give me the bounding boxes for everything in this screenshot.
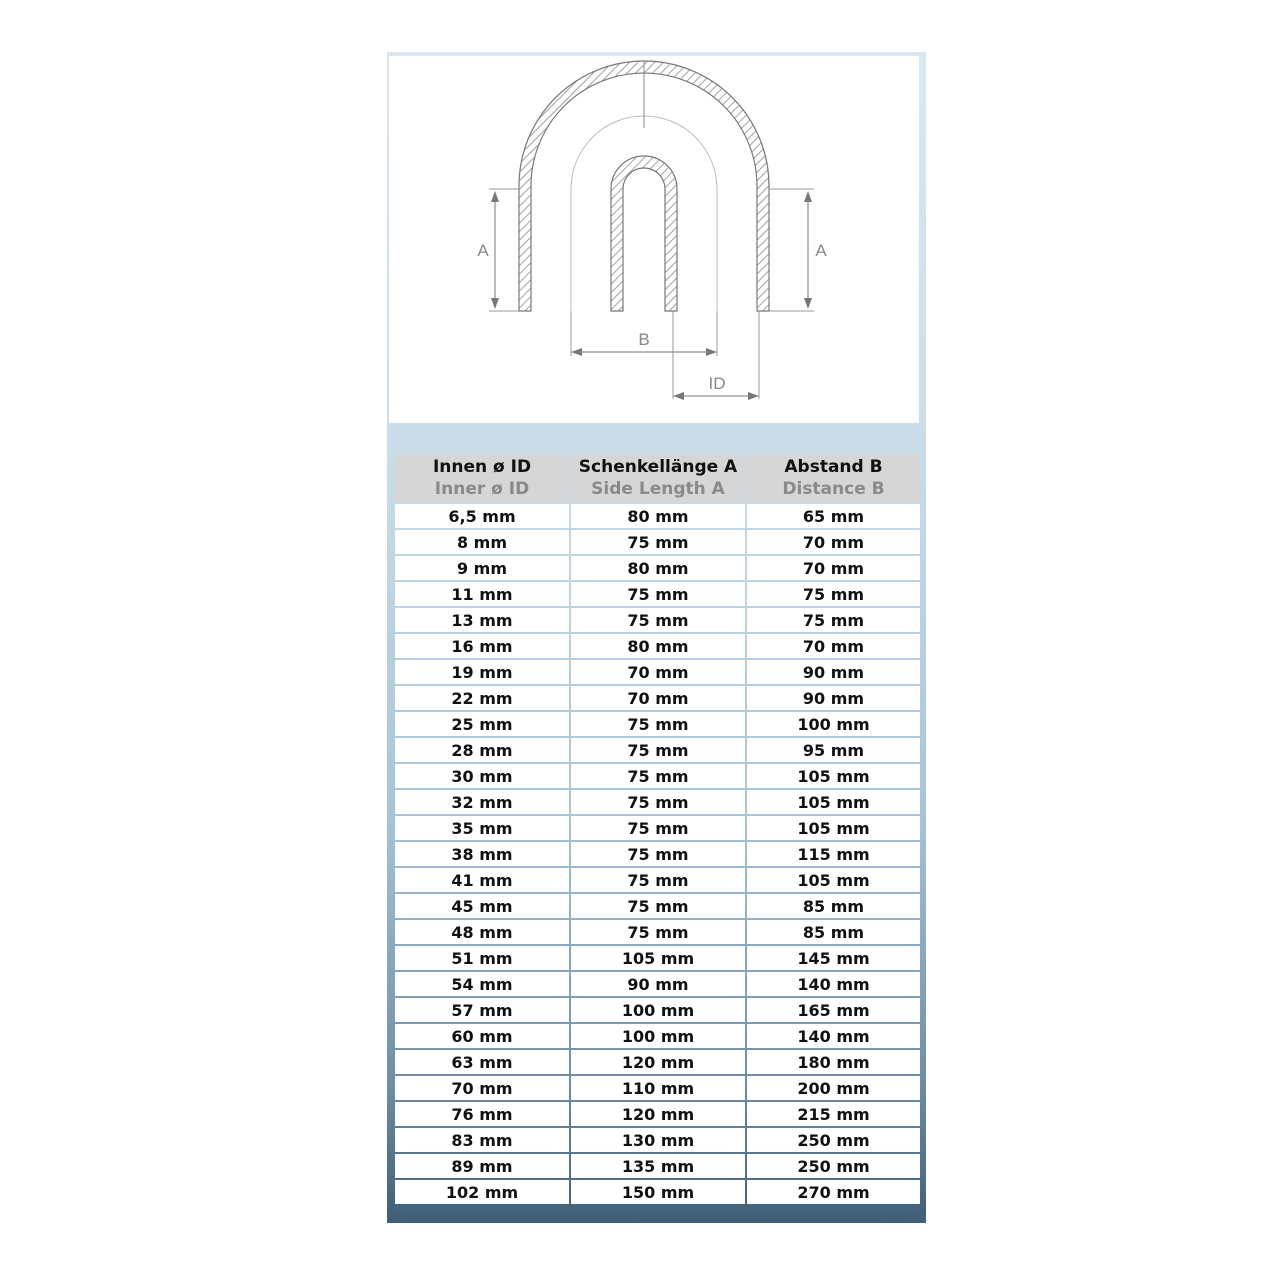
cell-distance: 250 mm [747, 1154, 920, 1178]
cell-distance: 75 mm [747, 608, 920, 632]
header-en: Side Length A [591, 479, 725, 499]
cell-distance: 75 mm [747, 582, 920, 606]
cell-distance: 105 mm [747, 816, 920, 840]
header-side-length [571, 454, 745, 502]
u-bend-drawing [389, 56, 919, 423]
cell-distance: 90 mm [747, 660, 920, 684]
dimension-table [393, 452, 922, 1206]
cell-side-length: 75 mm [571, 530, 745, 554]
table-row [395, 556, 920, 580]
centerline-arc [571, 116, 717, 311]
table-row [395, 842, 920, 866]
cell-side-length: 120 mm [571, 1102, 745, 1126]
cell-distance: 115 mm [747, 842, 920, 866]
header-de: Abstand B [784, 457, 883, 477]
cell-inner-diameter: 57 mm [395, 998, 569, 1022]
cell-side-length: 100 mm [571, 998, 745, 1022]
dimension-b-label: B [638, 330, 650, 349]
table-body [395, 504, 920, 1204]
header-en: Inner ø ID [434, 479, 530, 499]
cell-distance: 70 mm [747, 530, 920, 554]
table-row [395, 868, 920, 892]
cell-side-length: 75 mm [571, 894, 745, 918]
cell-distance: 105 mm [747, 790, 920, 814]
cell-side-length: 75 mm [571, 868, 745, 892]
cell-distance: 90 mm [747, 686, 920, 710]
table-row [395, 1102, 920, 1126]
cell-side-length: 120 mm [571, 1050, 745, 1074]
cell-side-length: 105 mm [571, 946, 745, 970]
table-row [395, 1180, 920, 1204]
cell-inner-diameter: 16 mm [395, 634, 569, 658]
cell-side-length: 80 mm [571, 504, 745, 528]
cell-inner-diameter: 6,5 mm [395, 504, 569, 528]
cell-inner-diameter: 13 mm [395, 608, 569, 632]
table-row [395, 946, 920, 970]
dimension-id-label: ID [708, 374, 726, 393]
table-header-row [395, 454, 920, 502]
inner-wall [611, 156, 677, 311]
cell-inner-diameter: 35 mm [395, 816, 569, 840]
cell-inner-diameter: 54 mm [395, 972, 569, 996]
dimension-a-right-label: A [815, 241, 827, 260]
table-row [395, 1050, 920, 1074]
cell-side-length: 75 mm [571, 712, 745, 736]
header-de: Schenkellänge A [578, 457, 738, 477]
cell-distance: 270 mm [747, 1180, 920, 1204]
cell-inner-diameter: 89 mm [395, 1154, 569, 1178]
cell-distance: 140 mm [747, 1024, 920, 1048]
cell-side-length: 70 mm [571, 660, 745, 684]
table-row [395, 738, 920, 762]
cell-inner-diameter: 11 mm [395, 582, 569, 606]
cell-side-length: 110 mm [571, 1076, 745, 1100]
cell-inner-diameter: 9 mm [395, 556, 569, 580]
cell-inner-diameter: 38 mm [395, 842, 569, 866]
cell-inner-diameter: 51 mm [395, 946, 569, 970]
cell-distance: 180 mm [747, 1050, 920, 1074]
cell-inner-diameter: 70 mm [395, 1076, 569, 1100]
table-row [395, 764, 920, 788]
table-row [395, 530, 920, 554]
table-row [395, 660, 920, 684]
cell-distance: 85 mm [747, 920, 920, 944]
cell-distance: 95 mm [747, 738, 920, 762]
cell-inner-diameter: 83 mm [395, 1128, 569, 1152]
cell-side-length: 90 mm [571, 972, 745, 996]
table-row [395, 686, 920, 710]
cell-distance: 70 mm [747, 634, 920, 658]
cell-inner-diameter: 19 mm [395, 660, 569, 684]
table-row [395, 998, 920, 1022]
cell-distance: 250 mm [747, 1128, 920, 1152]
cell-inner-diameter: 32 mm [395, 790, 569, 814]
header-de: Innen ø ID [432, 457, 532, 477]
cell-side-length: 130 mm [571, 1128, 745, 1152]
cell-inner-diameter: 60 mm [395, 1024, 569, 1048]
cell-inner-diameter: 8 mm [395, 530, 569, 554]
table-row [395, 582, 920, 606]
cell-inner-diameter: 22 mm [395, 686, 569, 710]
cell-inner-diameter: 102 mm [395, 1180, 569, 1204]
cell-side-length: 80 mm [571, 556, 745, 580]
header-inner-diameter [395, 454, 569, 502]
cell-side-length: 75 mm [571, 608, 745, 632]
dimension-table-wrapper [395, 452, 920, 1206]
table-row [395, 894, 920, 918]
table-row [395, 1154, 920, 1178]
table-row [395, 634, 920, 658]
cell-inner-diameter: 45 mm [395, 894, 569, 918]
cell-distance: 200 mm [747, 1076, 920, 1100]
cell-distance: 215 mm [747, 1102, 920, 1126]
cell-side-length: 75 mm [571, 764, 745, 788]
u-bend-diagram [389, 56, 919, 423]
cell-side-length: 135 mm [571, 1154, 745, 1178]
table-row [395, 1128, 920, 1152]
cell-side-length: 80 mm [571, 634, 745, 658]
cell-inner-diameter: 41 mm [395, 868, 569, 892]
cell-inner-diameter: 63 mm [395, 1050, 569, 1074]
cell-side-length: 70 mm [571, 686, 745, 710]
cell-side-length: 75 mm [571, 920, 745, 944]
dimension-a-left-label: A [477, 241, 489, 260]
table-row [395, 504, 920, 528]
cell-side-length: 75 mm [571, 816, 745, 840]
cell-side-length: 100 mm [571, 1024, 745, 1048]
cell-side-length: 75 mm [571, 582, 745, 606]
table-row [395, 1076, 920, 1100]
cell-side-length: 75 mm [571, 790, 745, 814]
cell-distance: 105 mm [747, 868, 920, 892]
table-row [395, 972, 920, 996]
cell-inner-diameter: 28 mm [395, 738, 569, 762]
cell-side-length: 75 mm [571, 738, 745, 762]
spec-card [387, 52, 926, 1223]
cell-distance: 85 mm [747, 894, 920, 918]
cell-inner-diameter: 48 mm [395, 920, 569, 944]
cell-inner-diameter: 30 mm [395, 764, 569, 788]
cell-distance: 105 mm [747, 764, 920, 788]
cell-side-length: 75 mm [571, 842, 745, 866]
table-row [395, 920, 920, 944]
table-row [395, 712, 920, 736]
cell-inner-diameter: 25 mm [395, 712, 569, 736]
cell-inner-diameter: 76 mm [395, 1102, 569, 1126]
table-row [395, 1024, 920, 1048]
cell-distance: 145 mm [747, 946, 920, 970]
cell-side-length: 150 mm [571, 1180, 745, 1204]
table-row [395, 816, 920, 840]
header-distance [747, 454, 920, 502]
cell-distance: 165 mm [747, 998, 920, 1022]
cell-distance: 100 mm [747, 712, 920, 736]
table-row [395, 790, 920, 814]
cell-distance: 140 mm [747, 972, 920, 996]
cell-distance: 65 mm [747, 504, 920, 528]
header-en: Distance B [782, 479, 885, 499]
cell-distance: 70 mm [747, 556, 920, 580]
table-row [395, 608, 920, 632]
